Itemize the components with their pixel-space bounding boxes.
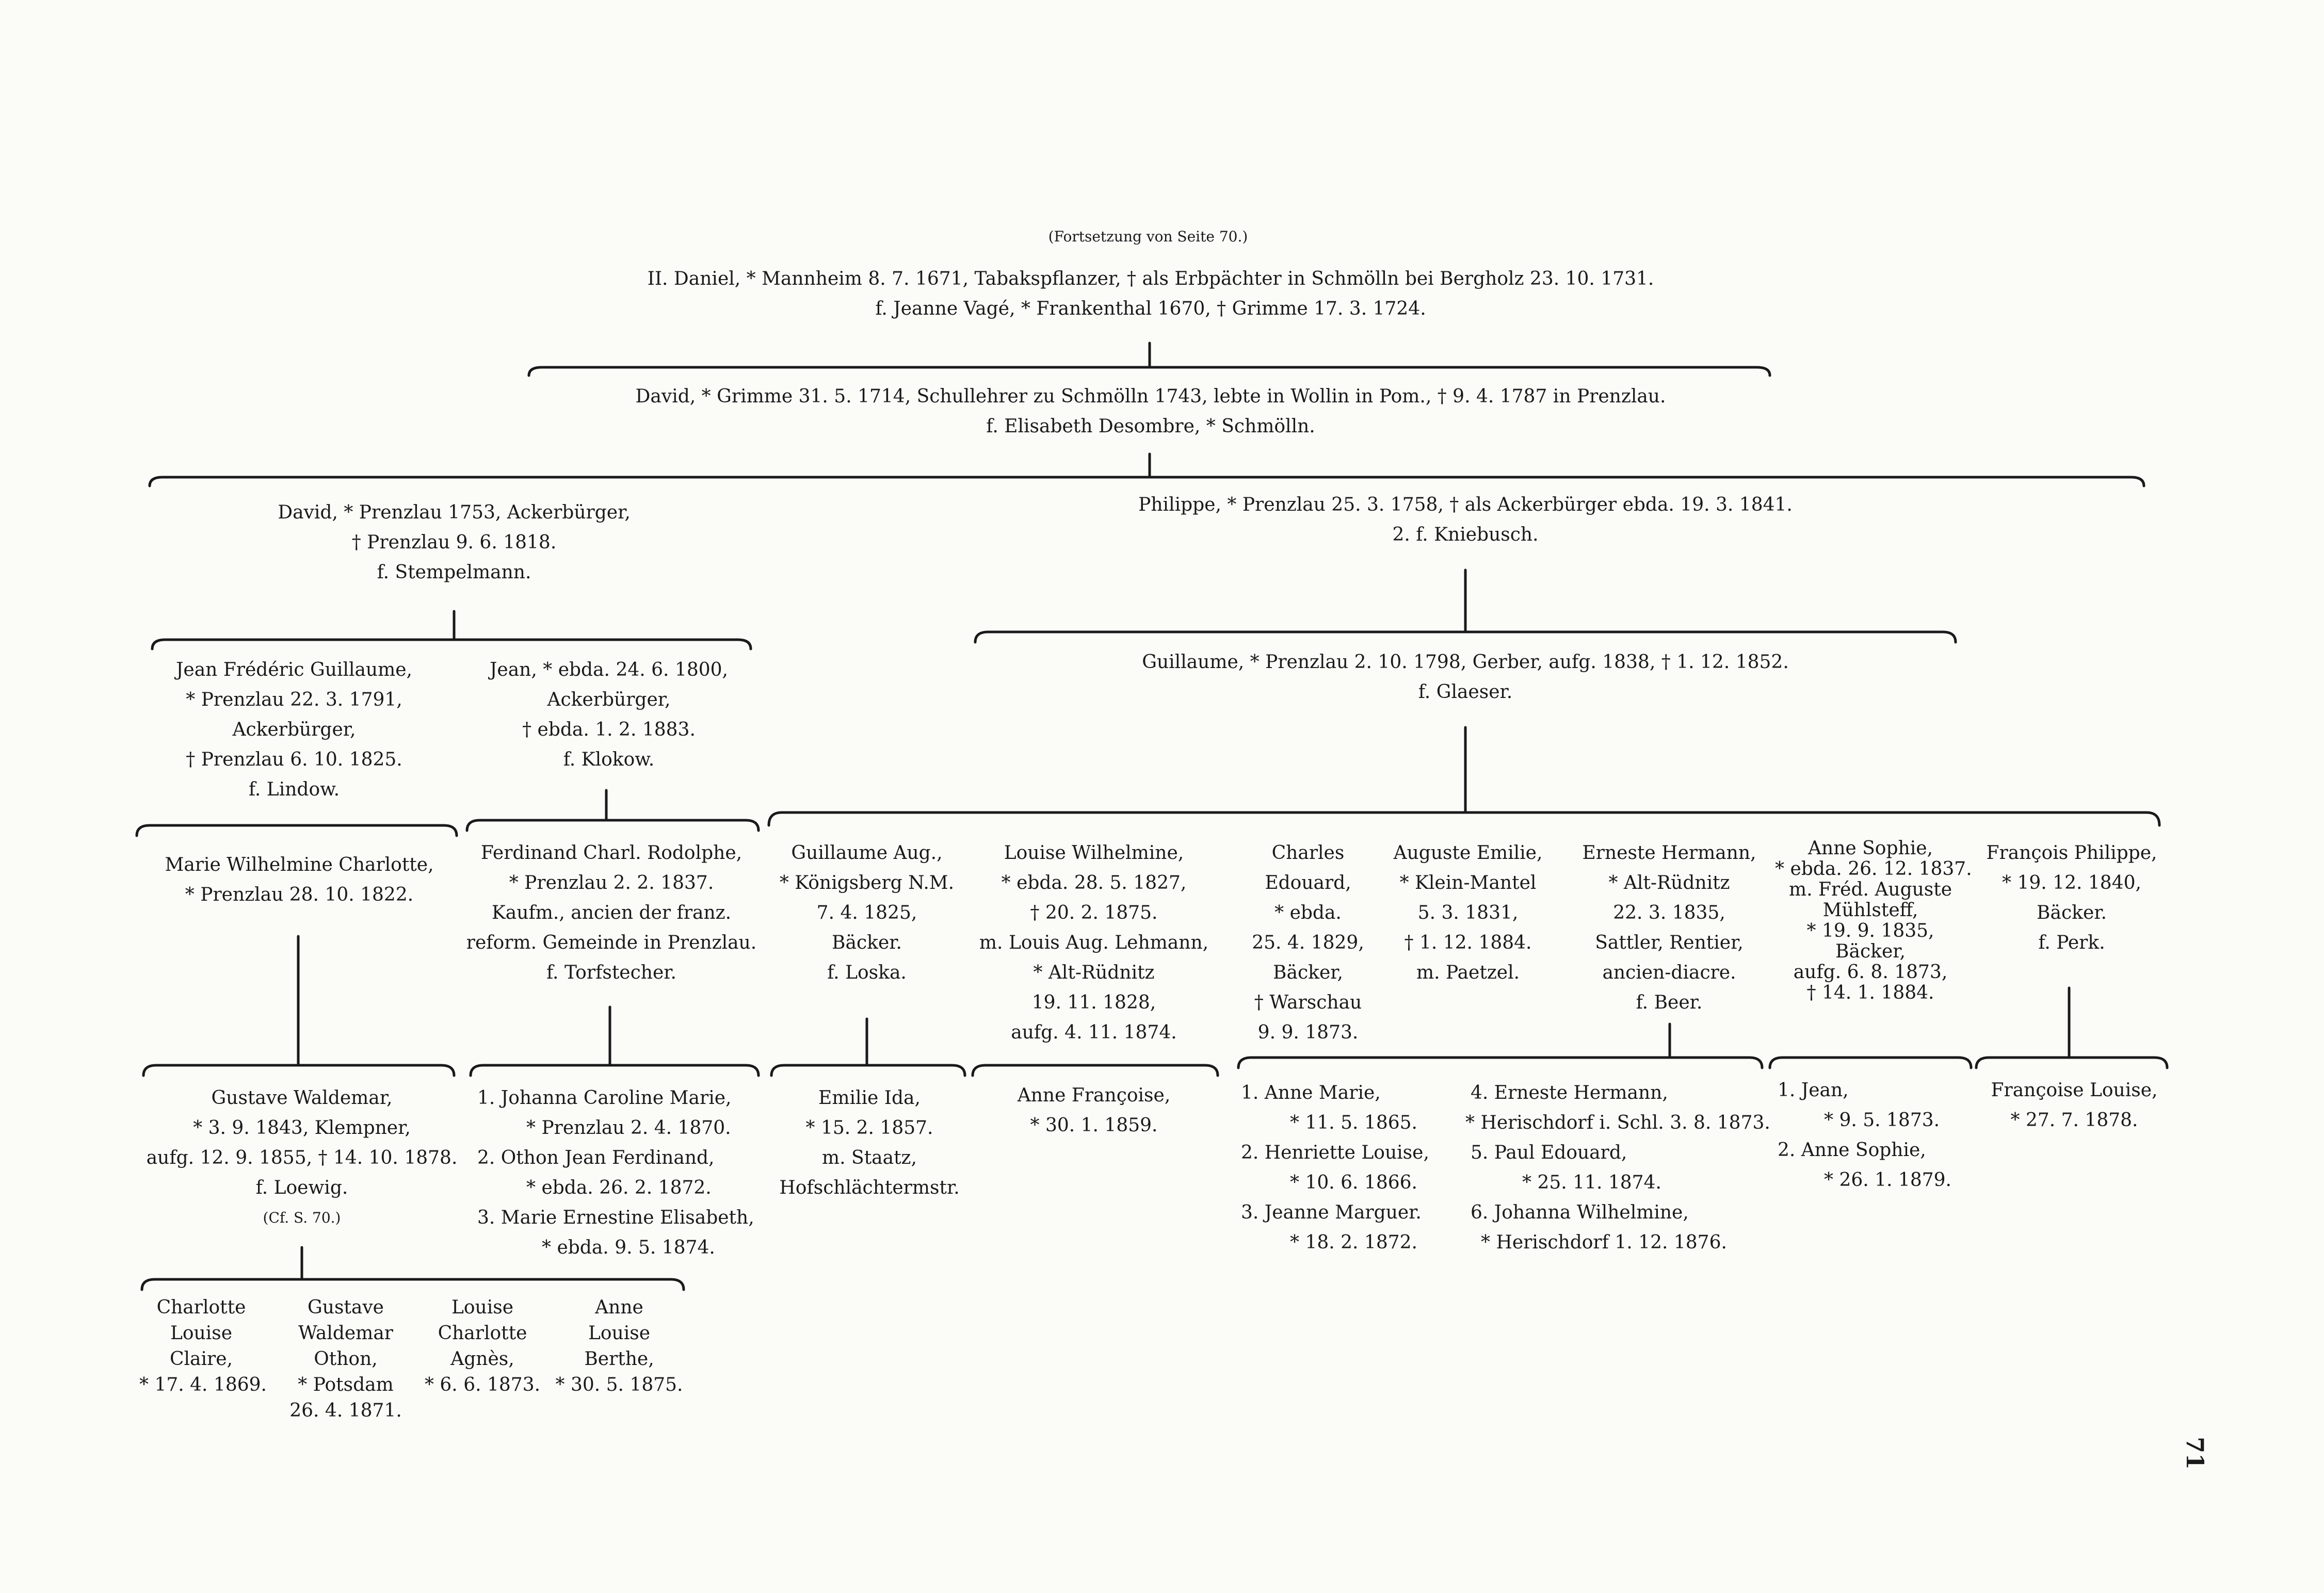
entry-line: * 27. 7. 1878.: [2010, 1110, 2138, 1131]
entry-line: * 30. 1. 1859.: [1030, 1115, 1158, 1136]
anne-sophie-entry: [1775, 838, 1972, 1003]
entry-line: * ebda. 28. 5. 1827,: [1001, 872, 1187, 893]
charlotte-louise-entry: [139, 1295, 267, 1398]
entry-line: m. Paetzel.: [1416, 962, 1520, 983]
entry-line: f. Beer.: [1636, 992, 1703, 1013]
entry-line: † 14. 1. 1884.: [1806, 982, 1934, 1003]
entry-line: † Warschau: [1254, 992, 1362, 1013]
brace-gen2: [529, 367, 1770, 376]
child-line: * 9. 5. 1873.: [1824, 1110, 1940, 1131]
child-line: 1. Jean,: [1778, 1080, 1849, 1101]
page-number: 71: [2181, 1436, 2209, 1470]
entry-line: Louise: [451, 1297, 514, 1318]
entry-line: m. Staatz,: [822, 1147, 917, 1168]
erneste-children-list: [1465, 1078, 1770, 1258]
guillaume-1798-entry: [1084, 647, 1847, 707]
entry-line: 26. 4. 1871.: [289, 1400, 402, 1421]
david-1753-entry: [227, 498, 681, 588]
entry-line: * Potsdam: [298, 1374, 394, 1395]
entry-line: 19. 11. 1828,: [1031, 992, 1156, 1013]
child-line: * Herischdorf i. Schl. 3. 8. 1873.: [1465, 1112, 1770, 1133]
gen2-line-1: David, * Grimme 31. 5. 1714, Schullehrer zu Schmölln 1743, lebte in Wollin in Pom., † 9. 4. 1787 in Prenzlau.: [635, 386, 1666, 407]
jean-frederic-entry: [139, 655, 449, 805]
emilie-ida-entry: [771, 1083, 967, 1203]
entry-line: † 20. 2. 1875.: [1030, 902, 1158, 923]
entry-line: Agnès,: [450, 1348, 514, 1370]
gen2-line-2: f. Elisabeth Desombre, * Schmölln.: [986, 416, 1315, 437]
entry-line: Ackerbürger,: [232, 719, 356, 740]
brace-louise-children: [973, 1065, 1218, 1076]
child-line: * Prenzlau 2. 4. 1870.: [526, 1117, 731, 1139]
entry-line: * Prenzlau 28. 10. 1822.: [185, 884, 414, 905]
entry-line: Françoise Louise,: [1991, 1080, 2158, 1101]
child-line: 2. Othon Jean Ferdinand,: [477, 1147, 715, 1168]
child-line: 2. Henriette Louise,: [1241, 1142, 1429, 1163]
entry-line: Bäcker,: [1273, 962, 1343, 983]
francoise-louise-entry: [1971, 1076, 2177, 1135]
entry-line: † Prenzlau 6. 10. 1825.: [186, 749, 402, 770]
gustave-othon-entry: [279, 1295, 413, 1424]
entry-line: Jean, * ebda. 24. 6. 1800,: [489, 659, 728, 680]
child-line: * 26. 1. 1879.: [1824, 1169, 1951, 1191]
entry-line: Edouard,: [1265, 872, 1351, 893]
entry-line: Louise Wilhelmine,: [1004, 842, 1184, 864]
anne-sophie-children-list: [1778, 1076, 1974, 1195]
child-line: * Herischdorf 1. 12. 1876.: [1481, 1232, 1727, 1253]
brace-gustave-children: [142, 1279, 684, 1290]
root-entry: [568, 264, 1734, 324]
louise-wilhelmine-entry: [970, 838, 1218, 1048]
entry-line: * Klein-Mantel: [1399, 872, 1537, 893]
entry-line: Claire,: [170, 1348, 233, 1370]
child-line: * 10. 6. 1866.: [1290, 1172, 1417, 1193]
child-line: * ebda. 9. 5. 1874.: [542, 1237, 715, 1258]
entry-line: * 19. 12. 1840,: [2002, 872, 2141, 893]
charles-children-list: [1241, 1078, 1468, 1258]
brace-erneste-children: [1238, 1058, 1762, 1068]
entry-line: m. Louis Aug. Lehmann,: [979, 932, 1209, 953]
entry-line: 22. 3. 1835,: [1613, 902, 1725, 923]
entry-line: Jean Frédéric Guillaume,: [175, 659, 412, 680]
entry-line: * Alt-Rüdnitz: [1033, 962, 1155, 983]
entry-line: Charlotte: [156, 1297, 246, 1318]
child-line: 1. Johanna Caroline Marie,: [477, 1087, 732, 1109]
entry-line: * Prenzlau 22. 3. 1791,: [186, 689, 402, 710]
entry-line: 25. 4. 1829,: [1252, 932, 1364, 953]
entry-line: aufg. 6. 8. 1873,: [1793, 962, 1948, 983]
brace-jf-children: [137, 825, 457, 836]
entry-line: Charles: [1271, 842, 1345, 864]
root-line-2: f. Jeanne Vagé, * Frankenthal 1670, † Grimme 17. 3. 1724.: [875, 298, 1426, 319]
anne-francoise-entry: [978, 1081, 1210, 1141]
entry-line: f. Loska.: [827, 962, 907, 983]
brace-marie-children: [143, 1065, 454, 1076]
entry-line: aufg. 12. 9. 1855, † 14. 10. 1878.: [146, 1147, 458, 1168]
entry-line: Ferdinand Charl. Rodolphe,: [480, 842, 743, 864]
child-line: 5. Paul Edouard,: [1471, 1142, 1627, 1163]
gustave-waldemar-entry: [129, 1083, 475, 1233]
david-1753-line: f. Stempelmann.: [377, 562, 531, 583]
david-1753-line: † Prenzlau 9. 6. 1818.: [351, 532, 557, 553]
entry-line: * 3. 9. 1843, Klempner,: [193, 1117, 411, 1139]
auguste-emilie-entry: [1383, 838, 1553, 988]
entry-line: Guillaume, * Prenzlau 2. 10. 1798, Gerber, aufg. 1838, † 1. 12. 1852.: [1142, 652, 1789, 673]
brace-david-children: [152, 640, 751, 649]
entry-line: f. Klokow.: [563, 749, 655, 770]
marie-wilhelmine-entry: [139, 850, 459, 910]
child-line: 3. Marie Ernestine Elisabeth,: [477, 1207, 754, 1228]
david-1753-line: David, * Prenzlau 1753, Ackerbürger,: [278, 502, 631, 523]
entry-line: Gustave Waldemar,: [211, 1087, 393, 1109]
child-line: * 25. 11. 1874.: [1522, 1172, 1661, 1193]
brace-philippe-children: [975, 632, 1956, 642]
entry-line: * 15. 2. 1857.: [805, 1117, 933, 1139]
entry-line: f. Loewig.: [255, 1177, 348, 1198]
entry-line: Anne: [595, 1297, 643, 1318]
continuation-note: (Fortsetzung von Seite 70.): [1048, 228, 1248, 245]
entry-line: f. Lindow.: [248, 779, 340, 800]
philippe-line: Philippe, * Prenzlau 25. 3. 1758, † als Ackerbürger ebda. 19. 3. 1841.: [1138, 494, 1793, 515]
entry-line: Hofschlächtermstr.: [779, 1177, 960, 1198]
entry-line: * Königsberg N.M.: [779, 872, 955, 893]
entry-line: Louise: [170, 1323, 233, 1344]
erneste-hermann-entry: [1566, 838, 1772, 1018]
philippe-entry: [1058, 490, 1873, 550]
entry-line: * ebda.: [1274, 902, 1342, 923]
entry-line: Erneste Hermann,: [1582, 842, 1756, 864]
brace-francois-children: [1976, 1058, 2167, 1068]
brace-anne-sophie-children: [1770, 1058, 1971, 1068]
charles-edouard-entry: [1233, 838, 1383, 1048]
child-line: 1. Anne Marie,: [1241, 1082, 1381, 1103]
entry-line: Sattler, Rentier,: [1595, 932, 1744, 953]
entry-line: Marie Wilhelmine Charlotte,: [165, 854, 434, 875]
ferdinand-entry: [464, 838, 758, 988]
root-line-1: II. Daniel, * Mannheim 8. 7. 1671, Tabakspflanzer, † als Erbpächter in Schmölln bei Bergholz 23. 10. 1731.: [647, 268, 1654, 289]
philippe-line: 2. f. Kniebusch.: [1392, 524, 1539, 545]
entry-line: † ebda. 1. 2. 1883.: [522, 719, 696, 740]
jean-1800-entry: [464, 655, 753, 775]
entry-line: Auguste Emilie,: [1393, 842, 1543, 864]
entry-line: Bäcker.: [832, 932, 902, 953]
entry-line: Guillaume Aug.,: [791, 842, 943, 864]
entry-line: * Prenzlau 2. 2. 1837.: [509, 872, 714, 893]
child-line: * 11. 5. 1865.: [1290, 1112, 1417, 1133]
entry-line: f. Perk.: [2038, 932, 2105, 953]
child-line: * 18. 2. 1872.: [1290, 1232, 1417, 1253]
entry-line: m. Fréd. Auguste: [1788, 879, 1952, 900]
entry-line: Ackerbürger,: [547, 689, 671, 710]
child-line: * ebda. 26. 2. 1872.: [526, 1177, 712, 1198]
entry-line: aufg. 4. 11. 1874.: [1011, 1022, 1177, 1043]
entry-line: * 30. 5. 1875.: [555, 1374, 683, 1395]
entry-line: Kaufm., ancien der franz.: [491, 902, 732, 923]
brace-guillaume-aug-children: [771, 1065, 965, 1076]
entry-line: François Philippe,: [1986, 842, 2157, 864]
entry-line: * Alt-Rüdnitz: [1608, 872, 1730, 893]
entry-line: Othon,: [314, 1348, 378, 1370]
brace-jean-children: [467, 820, 758, 831]
ferdinand-children-list: [477, 1083, 766, 1263]
entry-line: Emilie Ida,: [818, 1087, 921, 1109]
entry-line: Bäcker,: [1835, 941, 1906, 962]
entry-line: Waldemar: [298, 1323, 393, 1344]
entry-line: Gustave: [308, 1297, 384, 1318]
entry-line: f. Glaeser.: [1418, 681, 1513, 703]
child-line: 4. Erneste Hermann,: [1471, 1082, 1668, 1103]
entry-line: ancien-diacre.: [1602, 962, 1736, 983]
child-line: 3. Jeanne Marguer.: [1241, 1202, 1422, 1223]
cross-reference: (Cf. S. 70.): [263, 1209, 341, 1226]
child-line: 6. Johanna Wilhelmine,: [1471, 1202, 1689, 1223]
entry-line: * 19. 9. 1835,: [1806, 920, 1934, 941]
francois-philippe-entry: [1971, 838, 2172, 958]
entry-line: Anne Sophie,: [1808, 838, 1933, 859]
entry-line: Mühlsteff,: [1822, 900, 1918, 921]
entry-line: * ebda. 26. 12. 1837.: [1775, 858, 1972, 880]
child-line: 2. Anne Sophie,: [1778, 1140, 1926, 1161]
brace-ferdinand-children: [471, 1065, 758, 1076]
gen2-entry: [557, 382, 1744, 442]
entry-line: Anne Françoise,: [1017, 1085, 1171, 1106]
entry-line: reform. Gemeinde in Prenzlau.: [466, 932, 757, 953]
entry-line: 5. 3. 1831,: [1417, 902, 1519, 923]
entry-line: Charlotte: [438, 1323, 527, 1344]
entry-line: Bäcker.: [2037, 902, 2107, 923]
guillaume-aug-entry: [769, 838, 965, 988]
brace-guillaume-children: [769, 812, 2159, 825]
entry-line: f. Torfstecher.: [546, 962, 676, 983]
anne-louise-entry: [555, 1295, 684, 1398]
entry-line: † 1. 12. 1884.: [1404, 932, 1532, 953]
entry-line: Berthe,: [584, 1348, 654, 1370]
louise-charlotte-entry: [418, 1295, 547, 1398]
entry-line: Louise: [588, 1323, 651, 1344]
brace-gen3: [150, 477, 2144, 486]
entry-line: * 6. 6. 1873.: [424, 1374, 541, 1395]
entry-line: 7. 4. 1825,: [816, 902, 917, 923]
entry-line: * 17. 4. 1869.: [139, 1374, 267, 1395]
entry-line: 9. 9. 1873.: [1257, 1022, 1359, 1043]
